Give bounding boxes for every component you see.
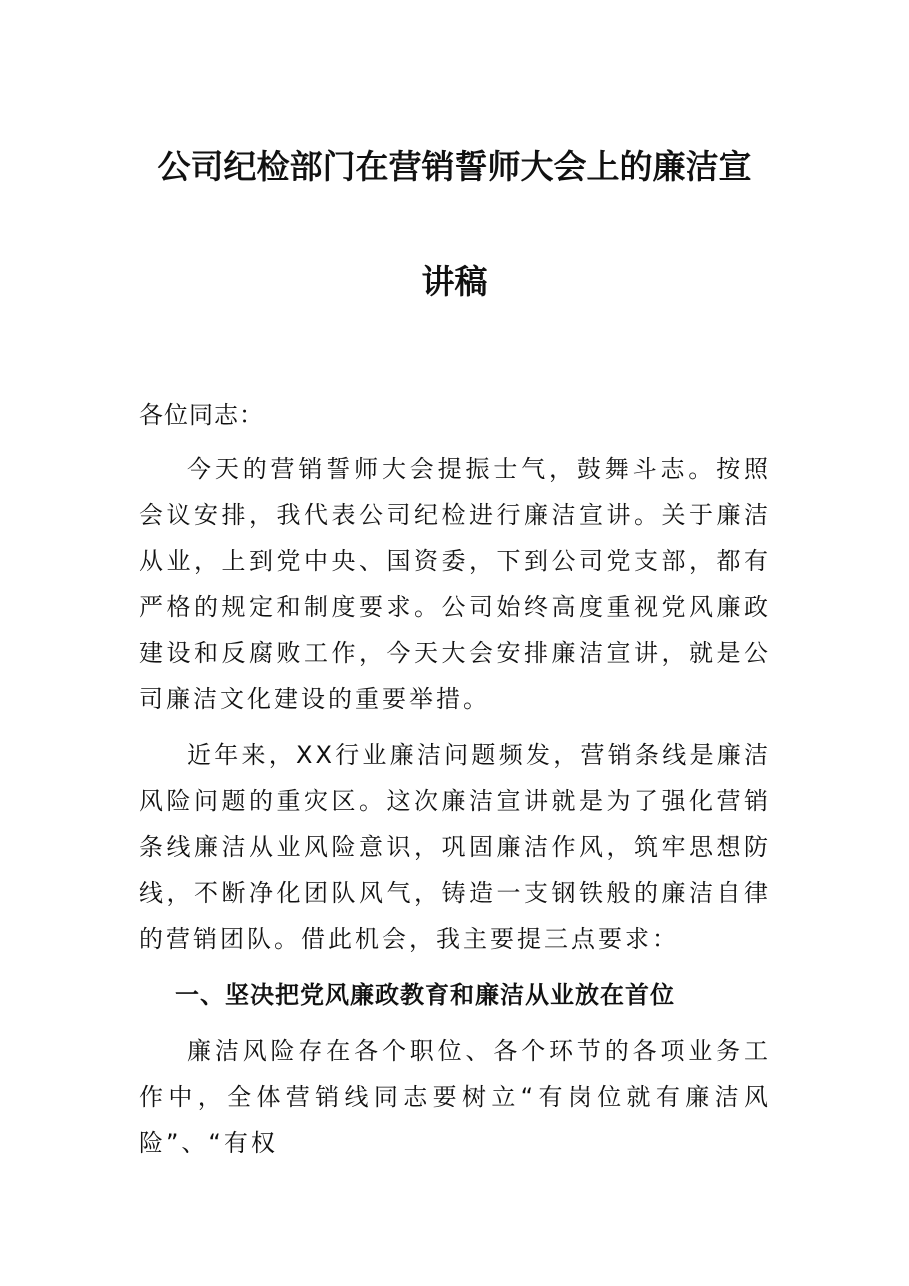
document-title-line-2: 讲稿 bbox=[421, 262, 488, 301]
paragraph-2: 近年来，XX行业廉洁问题频发，营销条线是廉洁风险问题的重灾区。这次廉洁宣讲就是为了强化营销条线廉洁从业风险意识，巩固廉洁作风，筑牢思想防线，不断净化团队风气，铸造一支钢铁般的廉洁自律的营销团队。借此机会，我主要提三点要求： bbox=[139, 741, 771, 953]
document-body bbox=[139, 392, 771, 1176]
paragraph-1: 今天的营销誓师大会提振士气，鼓舞斗志。按照会议安排，我代表公司纪检进行廉洁宣讲。关于廉洁从业，上到党中央、国资委，下到公司党支部，都有严格的规定和制度要求。公司始终高度重视党风廉政建设和反腐败工作，今天大会安排廉洁宣讲，就是公司廉洁文化建设的重要举措。 bbox=[139, 455, 771, 713]
document-title-line-1: 公司纪检部门在营销誓师大会上的廉洁宣 bbox=[157, 147, 752, 186]
section-1-paragraph: 廉洁风险存在各个职位、各个环节的各项业务工作中，全体营销线同志要树立“有岗位就有廉洁风险”、“有权 bbox=[139, 1037, 771, 1157]
salutation: 各位同志： bbox=[139, 401, 264, 429]
section-heading-1: 一、坚决把党风廉政教育和廉洁从业放在首位 bbox=[175, 980, 675, 1009]
